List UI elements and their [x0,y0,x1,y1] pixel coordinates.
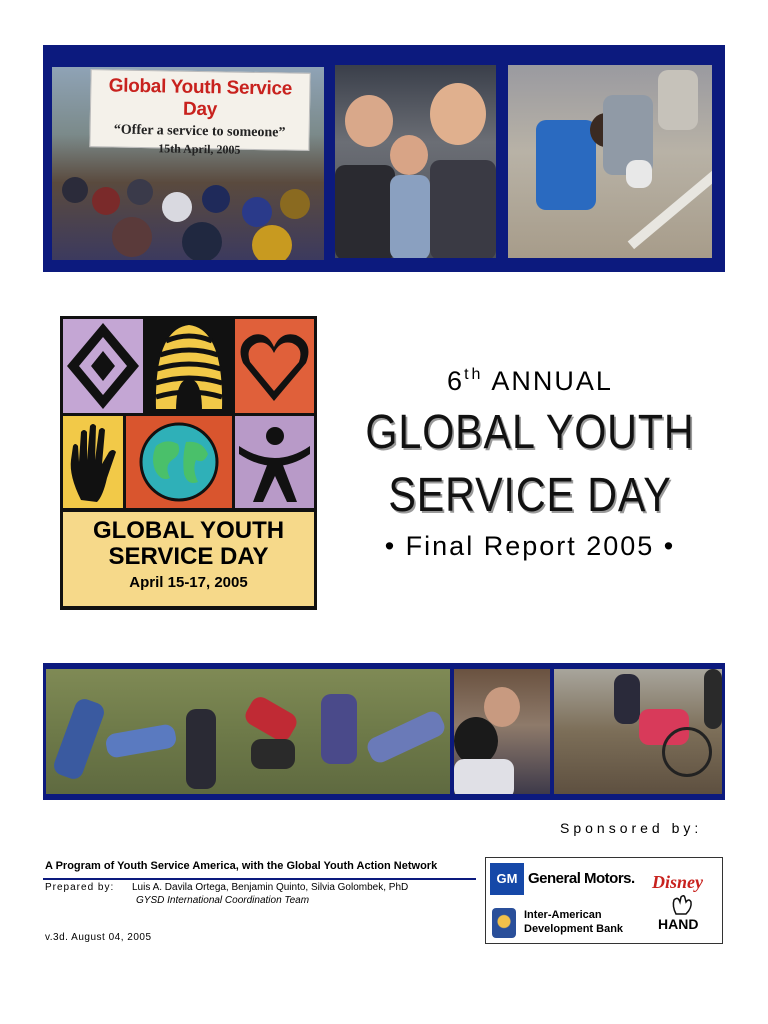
hand-logo: HAND [658,916,699,932]
report-title-line2: SERVICE DAY [388,469,672,522]
banner-subtitle: “Offer a service to someone” [113,122,286,141]
photo-painting-curb [508,65,712,258]
diamond-pattern-icon [63,319,143,413]
coordination-team: GYSD International Coordination Team [136,895,310,906]
annual-heading [330,366,730,397]
prepared-by-names: Luis A. Davila Ortega, Benjamin Quinto, Silvia Golombek, PhD [132,882,409,893]
iadb-name-line2: Development Bank [524,923,624,935]
heart-icon [235,319,314,413]
gm-name: General Motors. [528,870,635,887]
logo-title-line1: GLOBAL YOUTH [92,517,285,544]
program-statement: A Program of Youth Service America, with the Global Youth Action Network [45,860,438,872]
photo-event-banner [52,67,324,260]
report-subtitle: • Final Report 2005 • [384,531,676,561]
event-banner [89,69,310,157]
person-icon [235,416,314,508]
ordinal-suffix: th [464,366,484,383]
top-photo-strip [43,45,725,272]
logo-caption [63,512,314,606]
photo-student-with-elder [454,669,550,794]
iadb-name-line1: Inter-American [524,909,602,921]
report-title-line1: GLOBAL YOUTH [365,406,695,459]
banner-title: Global Youth Service Day [108,75,293,121]
gysd-logo [60,316,317,610]
disney-logo: Disney [652,872,703,892]
ordinal-number: 6 [447,366,465,396]
prepared-by-label: Prepared by: [45,882,115,893]
photo-gardening-wheelchair [554,669,722,794]
photo-youth-on-grass [46,669,450,794]
divider [43,878,476,880]
version-date: v.3d. August 04, 2005 [45,932,152,943]
logo-title-line2: SERVICE DAY [108,543,269,570]
photo-smiling-students [335,65,496,258]
sponsor-logos-box [485,857,723,944]
banner-date: 15th April, 2005 [158,141,241,157]
beehive-icon [146,319,232,413]
mickey-hand-icon [670,894,694,916]
hand-icon [63,416,123,508]
annual-word: ANNUAL [491,366,613,396]
gm-logo-icon: GM [490,863,524,895]
sponsored-by-label: Sponsored by: [560,820,703,836]
iadb-logo-icon [492,908,516,938]
globe-icon [126,416,232,508]
logo-dates: April 15-17, 2005 [129,574,248,591]
bottom-photo-strip [43,663,725,800]
